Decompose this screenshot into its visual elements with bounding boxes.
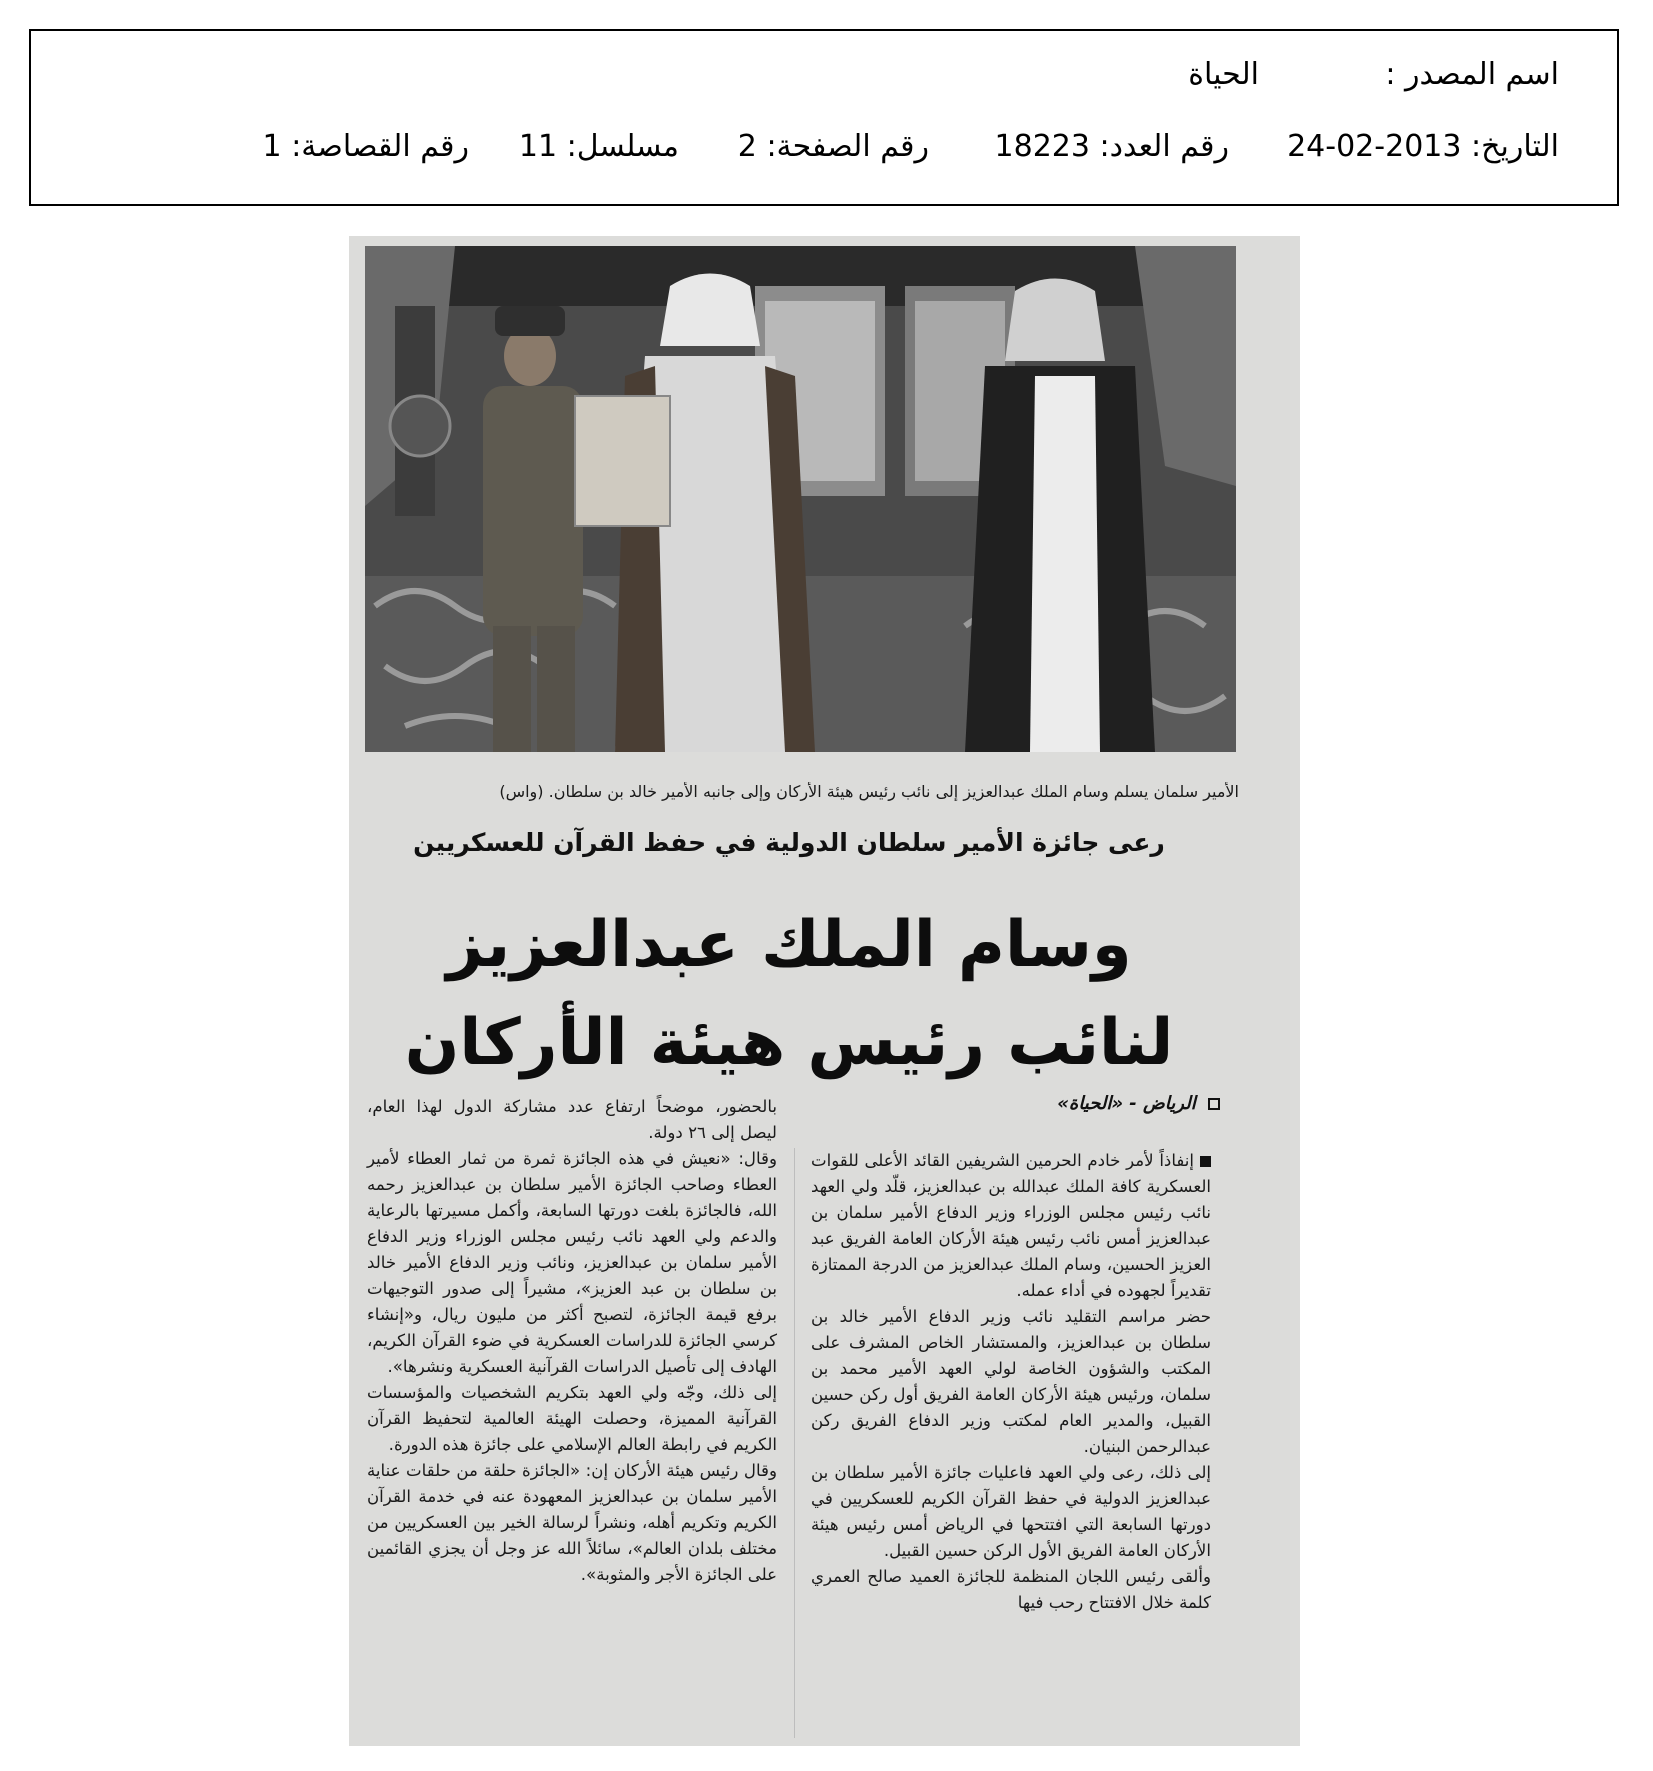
paragraph: وألقى رئيس اللجان المنظمة للجائزة العميد صالح العمري كلمة خلال الافتتاح رحب فيها	[811, 1567, 1211, 1612]
paragraph: إلى ذلك، وجّه ولي العهد بتكريم الشخصيات والمؤسسات القرآنية المميزة، وحصلت الهيئة العالمية لتحفيظ القرآن الكريم في رابطة العالم الإسلامي على جائزة هذه الدورة.	[367, 1383, 777, 1454]
serial-field	[519, 129, 679, 164]
byline	[1057, 1093, 1220, 1114]
paragraph: إلى ذلك، رعى ولي العهد فاعليات جائزة الأمير سلطان بن عبدالعزيز الدولية في حفظ القرآن الكريم للعسكريين في دورتها السابعة التي افتتحها في الرياض أمس رئيس هيئة الأركان العامة الفريق الأول الركن حسين القبيل.	[811, 1463, 1211, 1560]
paragraph: وقال رئيس هيئة الأركان إن: «الجائزة حلقة من حلقات عناية الأمير سلمان بن عبدالعزيز المعهودة عنه في خدمة القرآن الكريم وتكريم أهله، ونشراً لرسالة الخير بين العسكريين من مختلف بلدان العالم»، سائلاً الله عز وجل أن يجزي القائمين على الجائزة الأجر والمثوبة».	[367, 1461, 777, 1584]
date-value: 2013-02-24	[1287, 129, 1462, 164]
clipping-info-box	[29, 29, 1619, 206]
headline-line-1: وسام الملك عبدالعزيز	[446, 908, 1132, 982]
box-marker-icon	[1208, 1098, 1220, 1110]
page-label: رقم الصفحة:	[766, 129, 929, 164]
source-label: اسم المصدر :	[1385, 57, 1559, 92]
clipping-number-label: رقم القصاصة:	[291, 129, 469, 164]
clipping-number-value: 1	[262, 129, 282, 164]
paragraph-text: إنفاذاً لأمر خادم الحرمين الشريفين القائد الأعلى للقوات العسكرية كافة الملك عبدالله بن عبدالعزيز، قلّد ولي العهد نائب رئيس مجلس الوزراء وزير الدفاع الأمير سلمان بن عبدالعزيز أمس نائب رئيس هيئة الأركان العامة الفريق عبد العزيز الحسين، وسام الملك عبدالعزيز من الدرجة الممتازة تقديراً لجهوده في أداء عمله.	[811, 1151, 1211, 1300]
photo-illustration	[365, 246, 1236, 752]
newspaper-clipping	[349, 236, 1300, 1746]
date-field	[1287, 129, 1559, 164]
article-photo	[365, 246, 1236, 752]
issue-label: رقم العدد:	[1099, 129, 1229, 164]
serial-label: مسلسل:	[566, 129, 679, 164]
byline-text: الرياض - «الحياة»	[1057, 1093, 1196, 1114]
paragraph	[811, 1148, 1211, 1304]
article-column-right	[811, 1148, 1211, 1616]
page-value: 2	[737, 129, 757, 164]
issue-value: 18223	[994, 129, 1090, 164]
paragraph: حضر مراسم التقليد نائب وزير الدفاع الأمير خالد بن سلطان بن عبدالعزيز، والمستشار الخاص المشرف على المكتب والشؤون الخاصة لولي العهد الأمير محمد بن سلمان، ورئيس هيئة الأركان العامة الفريق أول ركن حسين القبيل، والمدير العام لمكتب وزير الدفاع الفريق ركن عبدالرحمن البنيان.	[811, 1307, 1211, 1456]
headline-line-2: لنائب رئيس هيئة الأركان	[404, 1006, 1174, 1080]
column-divider	[794, 1148, 795, 1738]
page-field	[738, 129, 929, 164]
paragraph: وقال: «نعيش في هذه الجائزة ثمرة من ثمار العطاء لأمير العطاء وصاحب الجائزة الأمير سلطان بن عبدالعزيز رحمه الله، فالجائزة بلغت دورتها السابعة، وأكمل مسيرتها بالرعاية والدعم ولي العهد نائب رئيس مجلس الوزراء وزير الدفاع الأمير سلمان بن عبدالعزيز، ونائب وزير الدفاع الأمير خالد بن سلطان بن عبد العزيز»، مشيراً إلى صدور التوجيهات برفع قيمة الجائزة، لتصبح أكثر من مليون ريال، و«إنشاء كرسي الجائزة للدراسات العسكرية في ضوء القرآن الكريم، الهادف إلى تأصيل الدراسات القرآنية العسكرية ونشرها».	[367, 1149, 777, 1376]
square-bullet-icon	[1200, 1156, 1211, 1167]
article-column-left	[367, 1094, 777, 1588]
date-label: التاريخ:	[1471, 129, 1559, 164]
article-kicker: رعى جائزة الأمير سلطان الدولية في حفظ القرآن للعسكريين	[413, 828, 1165, 857]
paragraph: بالحضور، موضحاً ارتفاع عدد مشاركة الدول لهذا العام، ليصل إلى ٢٦ دولة.	[367, 1097, 777, 1142]
serial-value: 11	[518, 129, 558, 164]
issue-field	[995, 129, 1229, 164]
photo-caption: الأمير سلمان يسلم وسام الملك عبدالعزيز إلى نائب رئيس هيئة الأركان وإلى جانبه الأمير خالد بن سلطان. (واس)	[499, 782, 1239, 801]
clipping-number-field	[263, 129, 469, 164]
source-value: الحياة	[1188, 57, 1259, 92]
